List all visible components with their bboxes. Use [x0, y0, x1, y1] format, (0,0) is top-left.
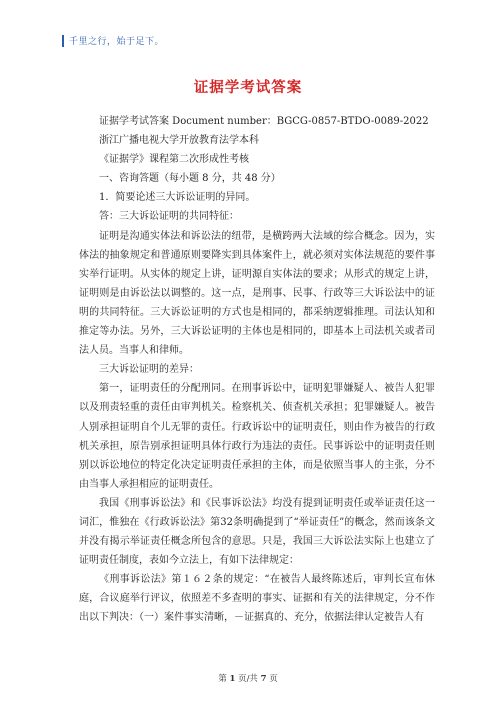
paragraph-burden-allocation: 第一，证明责任的分配刑同。在刑事诉讼中，证明犯罪嫌疑人、被告人犯罪以及刑责轻重的责任由审判机关。检察机关、侦查机关承担；犯罪嫌疑人。被告人别承担证明自个儿无罪的责任。行政诉讼中的证明责任，则由作为被告的行政机关承担，原告别承担证明具体行政行为违法的责任。民事诉讼中的证明责任则别以诉讼地位的特定化决定证明责任承担的主体，而是依照当事人的主张，分不由当事人承担相应的证明责任。: [79, 383, 435, 490]
footer-prefix: 第: [218, 674, 227, 684]
footer-page-number: 1: [229, 674, 236, 684]
differences-heading: 三大诉讼证明的差异：: [99, 364, 199, 376]
paragraph-criminal-law-article: 《刑事诉讼法》第１６２条的规定：“在被告人最终陈述后，审判长宣布休庭，合议庭举行评议，依照差不多查明的事实、证据和有关的法律规定，分不作出以下判决：（一）案件事实清晰，－证据真的、充分，依据法律认定被告人有: [79, 574, 435, 624]
footer-total-pages: 7: [260, 674, 267, 684]
document-body: [79, 112, 435, 628]
paragraph-common-features: 证明是沟通实体法和诉讼法的纽带，是横跨两大法域的综合概念。因为，实体法的抽象规定和普通原则要降实到具体案件上，就必须对实体法规范的要件事实举行证明。从实体的规定上讲，证明源自实体法的要求；从形式的规定上讲，证明则是由诉讼法以调整的。这一点，是刑事、民事、行政等三大诉讼法中的证明的共同特征。三大诉讼证明的方式也是相同的，都采纳逻辑推理。司法认知和推定等办法。另外，三大诉讼证明的主体也是相同的，即基本上司法机关或者司法人员。当事人和律师。: [79, 230, 435, 357]
question-1: 1．简要论述三大诉讼证明的异同。: [99, 192, 256, 204]
header-motto: 千里之行，始于足下。: [69, 37, 165, 47]
footer-suffix: 页: [269, 674, 278, 684]
section-heading: 一、咨询答题（每小题 8 分，共 48 分）: [99, 173, 281, 185]
footer-middle: 页/共: [238, 674, 258, 684]
page-footer: [0, 672, 496, 684]
paragraph-legislation: 我国《刑事诉讼法》和《民事诉讼法》均没有提到证明责任或举证责任这一词汇，惟独在《行政诉讼法》第32条明确提到了“举证责任”的概念，然而该条文并没有揭示举证责任概念所包含的意思。只是，我国三大诉讼法实际上也建立了证明责任制度，表如今立法上，有如下法律规定：: [79, 497, 435, 567]
doc-number-line: 证据学考试答案 Document number：BGCG-0857-BTDO-0089-2022: [99, 116, 429, 127]
document-title: 证据学考试答案: [193, 79, 303, 96]
school-line: 浙江广播电视大学开放教育法学本科: [99, 135, 259, 147]
header-accent-bar: [62, 35, 64, 47]
course-line: 《证据学》课程第二次形成性考核: [99, 154, 249, 166]
answer-intro: 答：三大诉讼证明的共同特征：: [99, 211, 239, 223]
